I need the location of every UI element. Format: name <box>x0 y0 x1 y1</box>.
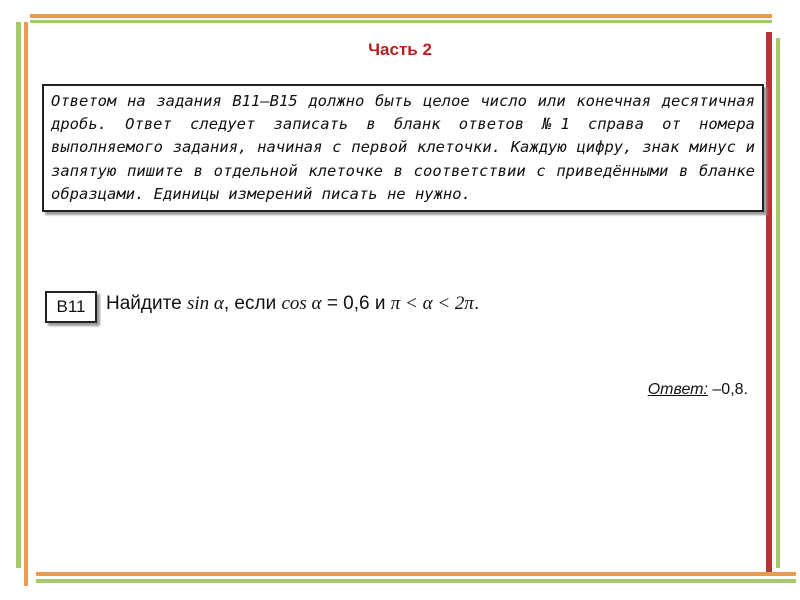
frame-right-red-bar <box>766 32 772 572</box>
task-number-badge: B11 <box>45 291 97 323</box>
answer-line <box>648 381 748 399</box>
frame-bottom-orange-bar <box>36 572 796 576</box>
answer-value: –0,8. <box>712 381 748 398</box>
task-equals-text: = 0,6 и <box>326 293 386 314</box>
frame-left-orange-bar <box>24 22 28 586</box>
page-title: Часть 2 <box>368 40 432 59</box>
task-sin-expression: sin α <box>186 293 224 314</box>
task-statement <box>106 293 479 315</box>
task-range-expression: π < α < 2π <box>390 293 474 314</box>
instructions-box: Ответом на задания B11–B15 должно быть целое число или конечная десятичная дробь. Ответ следует записать в бланк ответов №1 справа от номера выполняемого задания, начиная с первой клеточки. Каждую цифру, знак минус и запятую пишите в отдельной клеточке в соответствии с приведёнными в бланке образцами. Единицы измерений писать не нужно. <box>42 84 764 212</box>
task-cos-expression: cos α <box>281 293 322 314</box>
frame-left-green-bar <box>16 22 21 568</box>
frame-top-orange-bar <box>30 14 772 18</box>
frame-right-green-bar <box>776 38 780 568</box>
task-end-text: . <box>473 293 480 314</box>
answer-label: Ответ: <box>647 381 708 398</box>
frame-top-green-bar <box>30 20 772 23</box>
frame-bottom-green-bar <box>36 579 796 583</box>
task-find-text: Найдите <box>106 293 182 314</box>
task-if-text: , если <box>223 293 277 314</box>
